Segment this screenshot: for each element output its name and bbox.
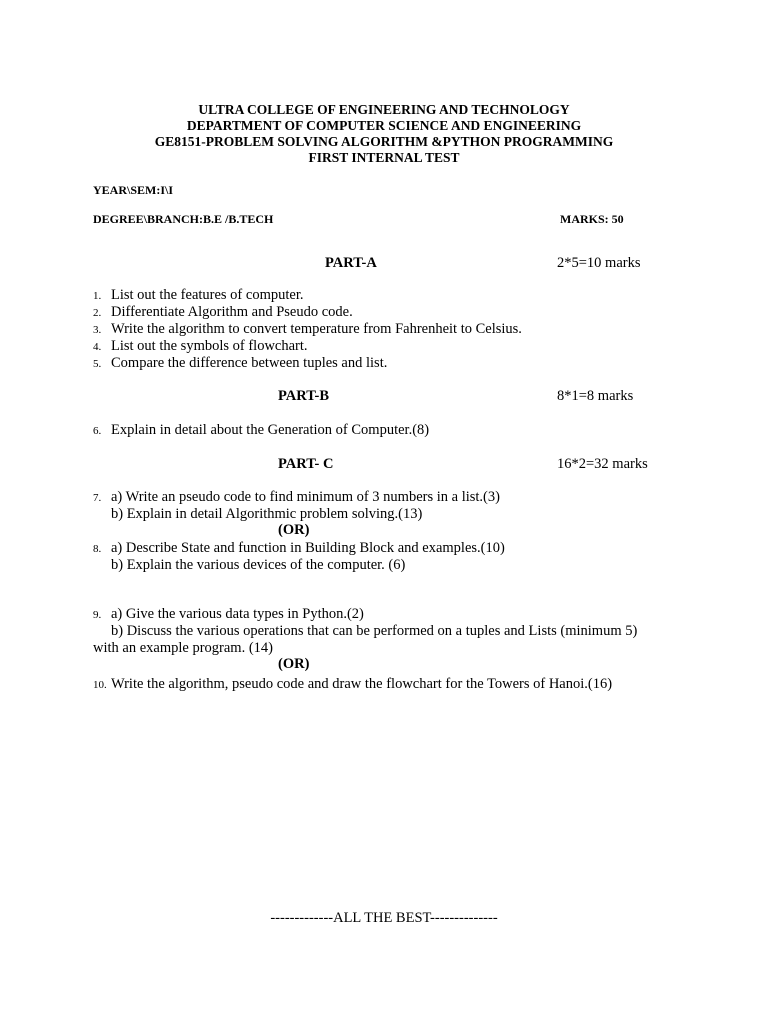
question-text: a) Give the various data types in Python.(2) (111, 606, 364, 622)
college-name: ULTRA COLLEGE OF ENGINEERING AND TECHNOLOGY (198, 102, 570, 117)
part-c-marks: 16*2=32 marks (557, 456, 648, 472)
question-text: Write the algorithm, pseudo code and draw the flowchart for the Towers of Hanoi.(16) (111, 676, 613, 692)
question-text: List out the features of computer. (111, 287, 304, 303)
part-b-marks: 8*1=8 marks (557, 388, 634, 404)
question-text: List out the symbols of flowchart. (111, 338, 308, 354)
question-7b: b) Explain in detail Algorithmic problem solving.(13) (111, 506, 423, 522)
question-number: 2. (93, 307, 102, 319)
question-number: 7. (93, 492, 102, 504)
total-marks: MARKS: 50 (560, 212, 624, 226)
question-number: 6. (93, 425, 102, 437)
or-separator: (OR) (278, 522, 310, 538)
question-text: Write the algorithm to convert temperature from Fahrenheit to Celsius. (111, 321, 522, 337)
part-c-title: PART- C (278, 456, 334, 472)
question-text: Explain in detail about the Generation of Computer.(8) (111, 422, 430, 438)
question-number: 8. (93, 543, 102, 555)
question-9b-continued: with an example program. (14) (93, 640, 273, 656)
question-text: a) Describe State and function in Building Block and examples.(10) (111, 540, 505, 556)
question-number: 3. (93, 324, 102, 336)
question-number: 4. (93, 341, 102, 353)
question-8b: b) Explain the various devices of the computer. (6) (111, 557, 406, 573)
closing-message: -------------ALL THE BEST-------------- (270, 910, 498, 926)
course-title: GE8151-PROBLEM SOLVING ALGORITHM &PYTHON PROGRAMMING (154, 134, 614, 149)
question-text: a) Write an pseudo code to find minimum of 3 numbers in a list.(3) (111, 489, 500, 505)
year-sem: YEAR\SEM:I\I (93, 183, 174, 197)
question-text: Differentiate Algorithm and Pseudo code. (111, 304, 353, 320)
question-number: 9. (93, 609, 102, 621)
question-number: 10. (93, 679, 107, 691)
test-title: FIRST INTERNAL TEST (308, 150, 460, 165)
question-text: Compare the difference between tuples and list. (111, 355, 388, 371)
part-a-title: PART-A (325, 255, 377, 271)
part-b-title: PART-B (278, 388, 330, 404)
department-name: DEPARTMENT OF COMPUTER SCIENCE AND ENGINEERING (186, 118, 582, 133)
question-9b: b) Discuss the various operations that can be performed on a tuples and Lists (minimum 5) (111, 623, 638, 639)
question-number: 5. (93, 358, 102, 370)
or-separator: (OR) (278, 656, 310, 672)
question-number: 1. (93, 290, 102, 302)
part-a-marks: 2*5=10 marks (557, 255, 641, 271)
degree-branch: DEGREE\BRANCH:B.E /B.TECH (93, 212, 274, 226)
